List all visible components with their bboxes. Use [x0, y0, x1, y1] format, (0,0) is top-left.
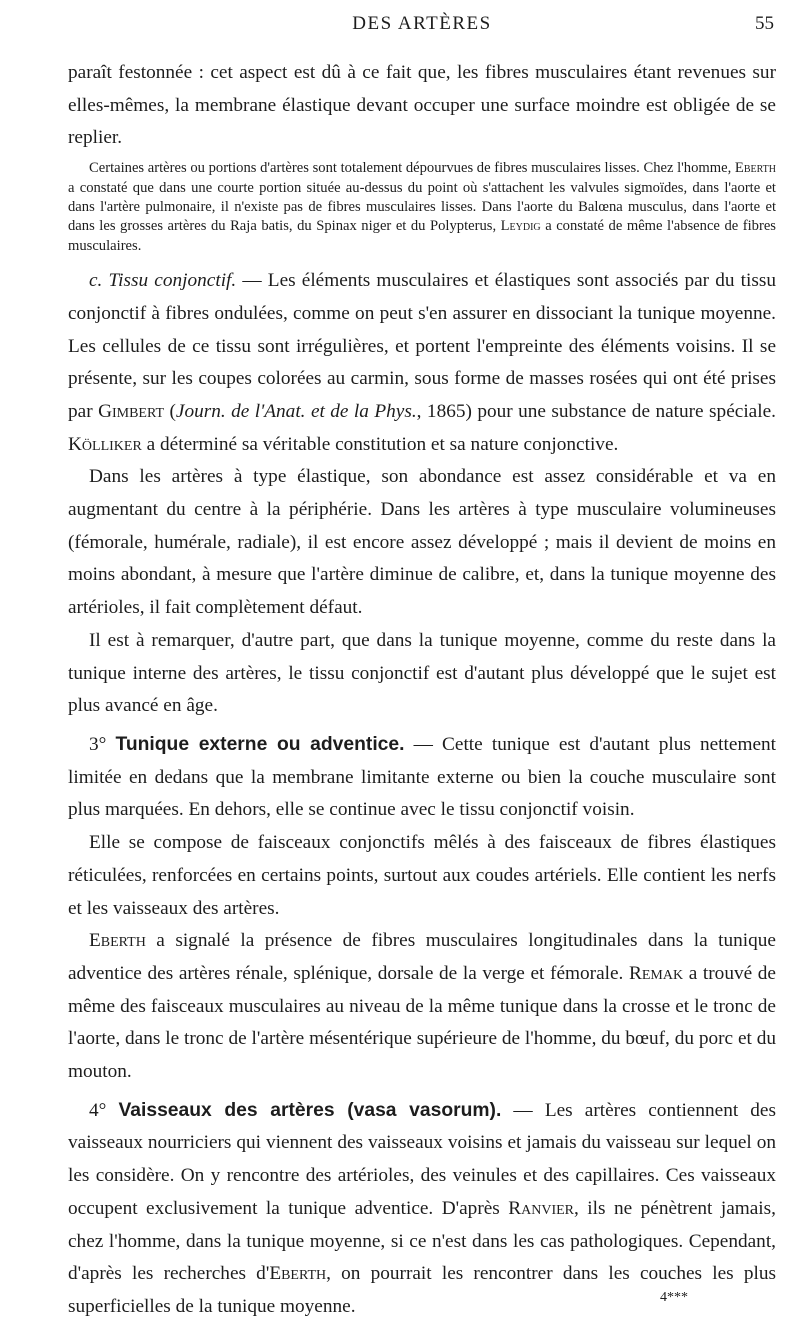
paragraph-arteres-elastiques: Dans les artères à type élastique, son abondance est assez considérable et va en augmentant du centre à la périphérie. Dans les artères à type musculaire volumineuses (fémorale, humérale, radiale), il est encore assez développé ; mais il devient de moins en moins abondant, à mesure que l'artère diminue de calibre, et, dans la tunique moyenne des artérioles, il fait complètement défaut. [68, 466, 776, 619]
section-heading: Tunique externe ou adventice. [115, 733, 405, 755]
paragraph-tissu-conjonctif: c. Tissu conjonctif. — Les éléments musculaires et élastiques sont associés par du tissu conjonctif à fibres ondulées, comme on peut s'en assurer en dissociant la tunique moyenne. Les cellules de ce tissu sont irrégulières, et portent l'empreinte des éléments voisins. Il se présente, sur les coupes colorées au carmin, sous forme de masses rosées qui ont été prises par Gimbert (Journ. de l'Anat. et de la Phys., 1865) pour une substance de nature spéciale. Kölliker a déterminé sa véritable constitution et sa nature conjonctive. [68, 270, 777, 455]
paragraph-intro: paraît festonnée : cet aspect est dû à ce fait que, les fibres musculaires étant revenues sur elles-mêmes, la membrane élastique devant occuper une surface moindre est obligée de se replier. [68, 62, 776, 149]
journal-reference: Journ. de l'Anat. et de la Phys. [175, 400, 417, 422]
author-name: Leydig [500, 218, 541, 235]
paragraph-composition: Elle se compose de faisceaux conjonctifs mêlés à des faisceaux de fibres élastiques réticulées, renforcées en certains points, surtout aux coudes artériels. Elle contient les nerfs et les vaisseaux des artères. [68, 832, 776, 919]
page-header [68, 13, 776, 41]
author-name: Gimbert [98, 400, 165, 422]
paragraph-fibres-musculaires: Eberth a signalé la présence de fibres musculaires longitudinales dans la tunique adventice des artères rénale, splénique, dorsale de la verge et fémorale. Remak a trouvé de même des faisceaux musculaires au niveau de la même tunique dans la crosse et le tronc de l'aorte, dans le tronc de l'artère mésentérique supérieure de l'homme, du bœuf, du porc et du mouton. [68, 930, 776, 1083]
signature-mark: 4*** [660, 1290, 688, 1305]
author-name: Kölliker [68, 433, 142, 455]
author-name: Eberth [734, 160, 776, 177]
author-name: Eberth [89, 930, 146, 952]
section-label: c. Tissu conjonctif. [89, 270, 237, 292]
paragraph-remarque: Il est à remarquer, d'autre part, que dans la tunique moyenne, comme du reste dans la tunique interne des artères, le tissu conjonctif est d'autant plus développé que le sujet est plus avancé en âge. [68, 629, 776, 717]
page-number: 55 [755, 13, 774, 34]
footnote-paragraph: Certaines artères ou portions d'artères sont totalement dépourvues de fibres musculaires lisses. Chez l'homme, Eberth a constaté que dans une courte portion située au-dessus du point où s'attachent les valvules sigmoïdes, dans l'aorte et dans l'artère pulmonaire, il n'existe pas de fibres musculaires lisses. Dans l'aorte du Balœna musculus, dans l'aorte et dans les grosses artères du Raja batis, du Spinax niger et du Polypterus, Leydig a constaté de même l'absence de fibres musculaires. [68, 160, 776, 254]
author-name: Eberth [269, 1263, 327, 1285]
section-heading: Vaisseaux des artères (vasa vasorum). [118, 1099, 502, 1121]
author-name: Remak [629, 962, 684, 984]
body-text [68, 57, 776, 1324]
paragraph-tunique-externe: 3° Tunique externe ou adventice. — Cette tunique est d'autant plus nettement limitée en dedans que la membrane limitante externe ou bien la couche musculaire sont plus marquées. En dehors, elle se continue avec le tissu conjonctif voisin. [68, 733, 777, 821]
author-name: Ranvier [508, 1197, 575, 1219]
paragraph-vasa-vasorum: 4° Vaisseaux des artères (vasa vasorum). — Les artères contiennent des vaisseaux nourriciers qui viennent des vaisseaux voisins et jamais du vaisseau sur lequel on les considère. On y rencontre des artérioles, des veinules et des capillaires. Ces vaisseaux occupent exclusivement la tunique adventice. D'après Ranvier, ils ne pénètrent jamais, chez l'homme, dans la tunique moyenne, si ce n'est dans les cas pathologiques. Cependant, d'après les recherches d'Eberth, on pourrait les rencontrer dans les couches les plus superficielles de la tunique moyenne. [68, 1099, 776, 1317]
running-head: DES ARTÈRES [352, 13, 492, 34]
